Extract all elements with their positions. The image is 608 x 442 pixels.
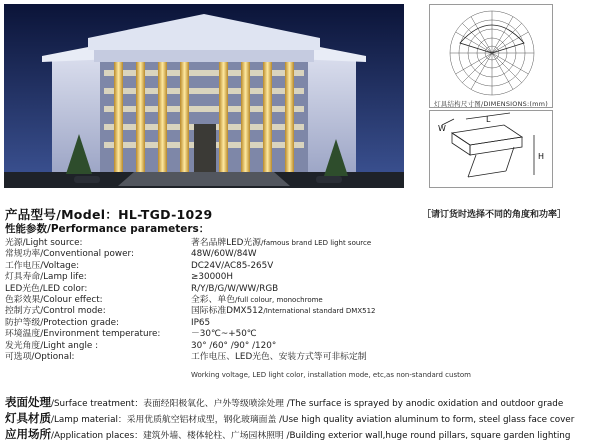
spec-label: 可选项/Optional:	[5, 351, 75, 362]
optional-subtext: Working voltage, LED light color, installation mode, etc,as non-standard custom	[191, 371, 471, 379]
order-note: ［请订货时选择不同的角度和功率］	[422, 210, 567, 220]
spec-row	[5, 341, 605, 352]
light-distribution-diagram	[429, 4, 553, 108]
spec-value: R/Y/B/G/W/WW/RGB	[191, 283, 279, 294]
spec-value: 工作电压、LED光色、安装方式等可非标定制	[191, 351, 367, 362]
application-places-text: /Application places：建筑外墙、楼体轮柱、广场园林照明 /Building exterior wall,huge round pillars, square garden lighting	[51, 431, 571, 441]
spec-row	[5, 318, 605, 329]
spec-value: 全彩、单色/full colour, monochrome	[191, 294, 323, 305]
spec-label: 工作电压/Voltage:	[5, 260, 80, 271]
spec-row	[5, 295, 605, 306]
surface-treatment-heading: 表面处理	[5, 395, 51, 409]
spec-row	[5, 352, 605, 363]
dimension-label-h: H	[538, 152, 545, 161]
spec-value: 国际标准DMX512/International standard DMX512	[191, 306, 376, 317]
surface-treatment-text: /Surface treatment：表面经阳极氧化、户外等级喷涂处理 /The surface is sprayed by anodic oxidation and outdoor grade	[51, 399, 564, 409]
spec-label: LED光色/LED color:	[5, 283, 88, 294]
lamp-material-heading: 灯具材质	[5, 411, 51, 425]
spec-value: 30° /60° /90° /120°	[191, 340, 277, 351]
spec-value: DC24V/AC85-265V	[191, 260, 274, 271]
spec-label: 光源/Light source:	[5, 238, 83, 248]
spec-table	[5, 238, 605, 363]
spec-row	[5, 306, 605, 317]
product-application-photo	[4, 4, 404, 188]
dimension-drawing	[429, 110, 553, 188]
performance-title: 性能参数/Performance parameters：	[5, 223, 210, 235]
spec-value: －30℃~+50℃	[191, 329, 257, 340]
spec-row	[5, 249, 605, 260]
dimension-label-l: L	[486, 115, 491, 124]
dimension-caption: 灯具结构尺寸图/DIMENSIONS:(mm)	[434, 100, 548, 108]
spec-row	[5, 272, 605, 283]
spec-value: 48W/60W/84W	[191, 249, 257, 260]
application-places-heading: 应用场所	[5, 427, 51, 441]
spec-label: 环境温度/Environment temperature:	[5, 329, 161, 340]
spec-label: 色彩效果/Colour effect:	[5, 294, 103, 305]
model-title: 产品型号/Model：HL-TGD-1029	[5, 207, 213, 222]
spec-value: 著名品牌LED光源/famous brand LED light source	[191, 238, 372, 248]
spec-row	[5, 238, 605, 249]
spec-label: 防护等级/Protection grade:	[5, 317, 120, 328]
spec-label: 发光角度/Light angle :	[5, 340, 99, 351]
spec-label: 灯具寿命/Lamp life:	[5, 272, 87, 283]
lamp-material-text: /Lamp material：采用优质航空铝材成型，钢化玻璃面盖 /Use high quality aviation aluminum to form, steel glass face cover	[51, 415, 575, 425]
dimension-label-w: W	[438, 124, 446, 133]
spec-row	[5, 329, 605, 340]
spec-row	[5, 261, 605, 272]
spec-value: IP65	[191, 317, 211, 328]
spec-label: 控制方式/Control mode:	[5, 306, 106, 317]
application-places-line	[5, 423, 605, 442]
spec-label: 常规功率/Conventional power:	[5, 249, 134, 260]
spec-row	[5, 284, 605, 295]
spec-value: ≥30000H	[191, 272, 233, 283]
